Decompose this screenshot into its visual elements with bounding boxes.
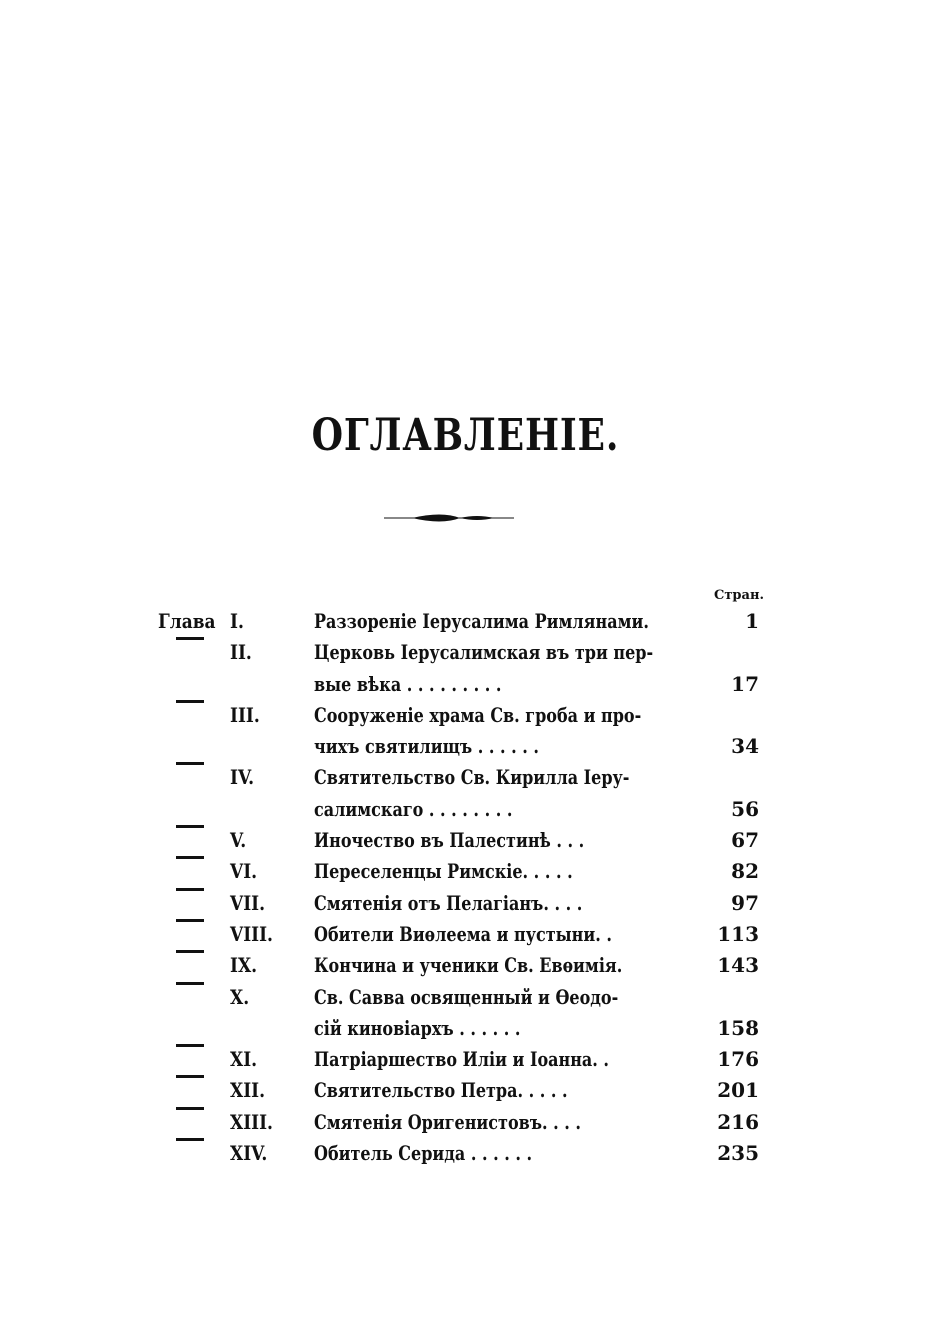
chapter-number: I. [230,609,244,633]
page-column-header: Стран. [714,588,764,603]
toc-line [0,1013,936,1044]
chapter-title: Смятенія Оригенистовъ. . . . [314,1109,581,1134]
ditto-dash [176,1044,204,1047]
toc-line [0,825,936,856]
page-number: 235 [717,1141,759,1166]
toc-line [0,669,936,700]
chapter-title: вые вѣка . . . . . . . . . [314,671,502,696]
chapter-title: Иночество въ Палестинѣ . . . [314,828,585,853]
chapter-number: III. [230,702,260,727]
ditto-dash [176,700,204,703]
ditto-dash [176,888,204,891]
page-number: 34 [731,734,759,759]
toc-line [0,1075,936,1106]
toc-line [0,888,936,919]
chapter-label: Глава [158,609,216,633]
page-number: 143 [717,953,759,978]
chapter-number: VIII. [230,921,273,946]
ditto-dash [176,856,204,859]
toc-line [0,731,936,762]
chapter-title: Раззореніе Іерусалима Римлянами. [314,609,649,633]
toc-line [0,1107,936,1138]
chapter-number: XI. [230,1047,258,1072]
chapter-number: VI. [230,859,258,884]
page-number: 216 [717,1109,759,1134]
toc-line [0,919,936,950]
chapter-title: Патріаршество Иліи и Іоанна. . [314,1047,609,1072]
chapter-number: V. [230,828,247,853]
toc-line [0,606,936,637]
chapter-title: Обитель Серида . . . . . . [314,1141,533,1166]
ditto-dash [176,825,204,828]
chapter-number: XIII. [230,1109,273,1134]
toc-line [0,950,936,981]
page-number: 97 [731,890,759,915]
ditto-dash [176,762,204,765]
chapter-title: чихъ святилищъ . . . . . . [314,734,539,759]
ditto-dash [176,919,204,922]
ditto-dash [176,950,204,953]
ditto-dash [176,982,204,985]
chapter-title: Смятенія отъ Пелагіанъ. . . . [314,890,583,915]
ditto-dash [176,637,204,640]
chapter-number: X. [230,984,250,1009]
toc-line [0,794,936,825]
page-number: 158 [717,1015,759,1040]
ditto-dash [176,1107,204,1110]
page-number: 82 [731,859,759,884]
chapter-title: Кончина и ученики Св. Евѳимія. [314,953,623,978]
toc-line [0,982,936,1013]
page-number: 67 [731,828,759,853]
ditto-dash [176,1075,204,1078]
chapter-number: IX. [230,953,258,978]
page-number: 17 [731,671,759,696]
chapter-title: сій киновіархъ . . . . . . [314,1015,521,1040]
chapter-number: XIV. [230,1141,268,1166]
toc-line [0,1044,936,1075]
chapter-title: Обители Виѳлеема и пустыни. . [314,921,612,946]
chapter-title: Св. Савва освященный и Ѳеодо- [314,984,619,1009]
toc-line [0,856,936,887]
page-number: 176 [717,1047,759,1072]
ditto-dash [176,1138,204,1141]
table-of-contents [0,606,936,1169]
chapter-title: салимскаго . . . . . . . . [314,796,513,821]
toc-line [0,1138,936,1169]
toc-line [0,700,936,731]
page-number: 113 [717,921,759,946]
chapter-title: Переселенцы Римскіе. . . . . [314,859,573,884]
chapter-number: II. [230,640,252,665]
chapter-number: IV. [230,765,255,790]
page-number: 201 [717,1078,759,1103]
toc-line [0,762,936,793]
chapter-title: Святительство Петра. . . . . [314,1078,568,1103]
chapter-number: XII. [230,1078,266,1103]
page-title: ОГЛАВЛЕНІЕ. [311,410,620,461]
page-number: 1 [745,609,759,633]
chapter-number: VII. [230,890,266,915]
page-number: 56 [731,796,759,821]
chapter-title: Сооруженіе храма Св. гроба и про- [314,702,642,727]
chapter-title: Церковь Іерусалимская въ три пер- [314,640,654,665]
chapter-title: Святительство Св. Кирилла Іеру- [314,765,630,790]
ornament-divider [382,508,516,528]
toc-line [0,637,936,668]
